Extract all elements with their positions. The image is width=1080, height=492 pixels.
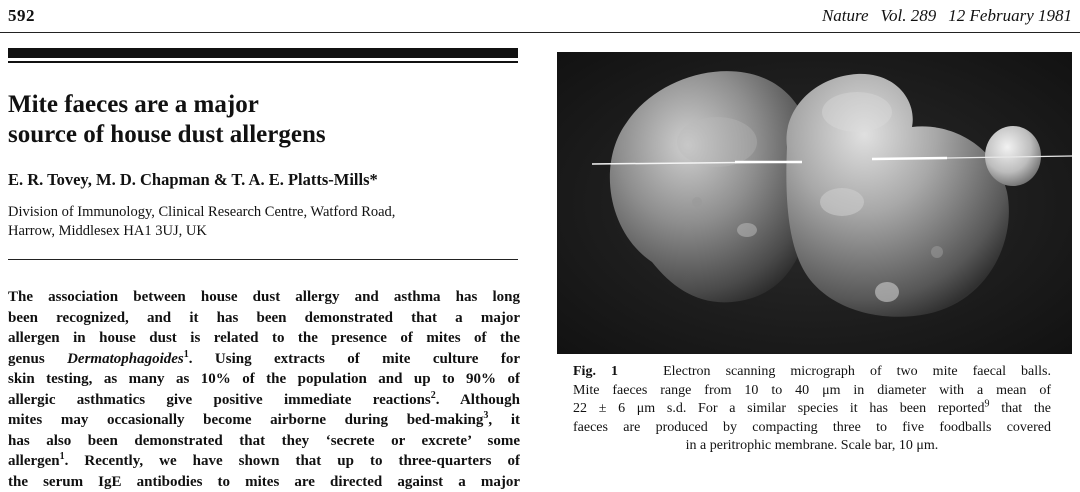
abstract-line: been recognized, and it has been demonstrated that a major [8, 308, 520, 329]
caption-text: Electron scanning micrograph of two mite faecal balls. [663, 364, 1051, 379]
journal-volume: Vol. 289 [881, 6, 937, 25]
abstract-text: genus [8, 351, 67, 367]
abstract-line [8, 451, 520, 472]
abstract-text: , it [488, 412, 520, 428]
running-head [810, 6, 1072, 26]
abstract-text: allergen [8, 453, 60, 469]
abstract-text: allergic asthmatics give positive immediate reactions [8, 392, 431, 408]
title-thin-rule [8, 61, 518, 63]
authors: E. R. Tovey, M. D. Chapman & T. A. E. Platts-Mills* [8, 170, 378, 190]
affiliation-line: Division of Immunology, Clinical Research Centre, Watford Road, [8, 203, 528, 222]
abstract-line: The association between house dust allergy and asthma has long [8, 287, 520, 308]
caption-line: Mite faeces range from 10 to 40 μm in diameter with a mean of [573, 382, 1051, 401]
issue-date: 12 February 1981 [948, 6, 1072, 25]
abstract-text: . Recently, we have shown that up to three-quarters of [65, 453, 520, 469]
caption-line: in a peritrophic membrane. Scale bar, 10 μm. [573, 437, 1051, 456]
reference-marker: 1 [184, 349, 189, 360]
abstract-line: skin testing, as many as 10% of the population and up to 90% of [8, 369, 520, 390]
title-thick-rule [8, 48, 518, 58]
journal-name: Nature [822, 6, 869, 25]
page-number: 592 [8, 6, 35, 26]
abstract-text: . Using extracts of mite culture for [189, 351, 520, 367]
genus-name: Dermatophagoides [67, 351, 184, 367]
abstract-text: . Although [436, 392, 520, 408]
affiliation-line: Harrow, Middlesex HA1 3UJ, UK [8, 222, 528, 241]
abstract-rule [8, 259, 518, 260]
abstract-line [8, 390, 520, 411]
caption-text: that the [989, 401, 1051, 416]
title-line: Mite faeces are a major [8, 90, 528, 120]
reference-marker: 1 [60, 451, 65, 462]
caption-text: 22 ± 6 μm s.d. For a similar species it has been reported [573, 401, 984, 416]
reference-marker: 2 [431, 390, 436, 401]
caption-line [573, 400, 1051, 419]
header-rule [0, 32, 1080, 33]
figure-caption [573, 363, 1051, 456]
abstract [8, 287, 520, 492]
abstract-text: mites may occasionally become airborne during bed-making [8, 412, 483, 428]
reference-marker: 9 [984, 398, 989, 409]
abstract-line: the serum IgE antibodies to mites are directed against a major [8, 472, 520, 492]
abstract-line: has also been demonstrated that they ‘secrete or excrete’ some [8, 431, 520, 452]
abstract-line [8, 349, 520, 370]
reference-marker: 3 [483, 410, 488, 421]
micrograph-image [557, 52, 1072, 354]
figure-label: Fig. 1 [573, 364, 618, 379]
caption-line [573, 363, 1051, 382]
article-title [8, 90, 528, 150]
micrograph-figure [557, 52, 1072, 354]
affiliation [8, 203, 528, 241]
title-line: source of house dust allergens [8, 120, 528, 150]
abstract-line [8, 410, 520, 431]
abstract-line: allergen in house dust is related to the presence of mites of the [8, 328, 520, 349]
caption-line: faeces are produced by compacting three to five foodballs covered [573, 419, 1051, 438]
